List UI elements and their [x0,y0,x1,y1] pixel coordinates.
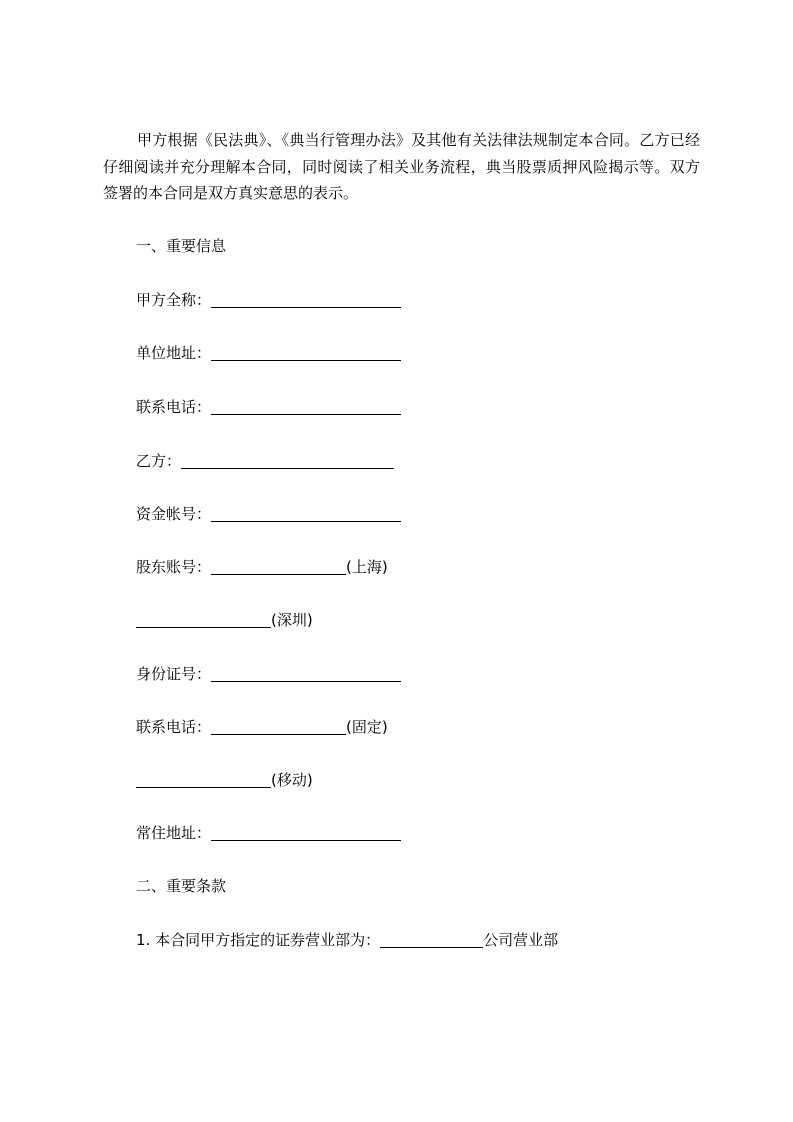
fund-account-row [136,503,401,525]
clause-1-row [136,929,558,951]
shareholder-account-shenzhen-blank[interactable] [136,610,271,628]
id-number-label: 身份证号： [136,665,212,683]
mobile-suffix: (移动) [271,771,313,789]
fund-account-label: 资金帐号： [136,505,212,523]
permanent-address-row [136,822,401,844]
clause-1-suffix: 公司营业部 [483,931,559,949]
section-heading-important-info: 一、重要信息 [136,237,227,255]
permanent-address-label: 常住地址： [136,824,212,842]
shareholder-account-shanghai-row [136,556,388,578]
party-b-phone-label: 联系电话： [136,718,212,736]
shenzhen-suffix: (深圳) [271,611,313,629]
intro-paragraph: 甲方根据《民法典》、《典当行管理办法》及其他有关法律法规制定本合同。乙方已经仔细阅读并充分理解本合同，同时阅读了相关业务流程，典当股票质押风险揭示等。双方签署的本合同是双方真实意思的表示。 [103,131,700,202]
id-number-row [136,663,401,685]
shareholder-account-shanghai-blank[interactable] [211,557,346,575]
permanent-address-blank[interactable] [211,823,401,841]
unit-address-label: 单位地址： [136,344,212,362]
party-b-landline-row [136,716,388,738]
unit-address-row [136,342,401,364]
party-b-row [136,450,394,472]
unit-address-blank[interactable] [211,343,401,361]
fund-account-blank[interactable] [211,504,401,522]
securities-branch-blank[interactable] [380,930,483,948]
party-a-phone-label: 联系电话： [136,398,212,416]
party-a-phone-blank[interactable] [211,397,401,415]
party-b-mobile-row [136,769,313,791]
party-a-name-label: 甲方全称： [136,291,212,309]
party-a-phone-row [136,396,401,418]
party-b-label: 乙方： [136,452,182,470]
mobile-blank[interactable] [136,770,271,788]
shareholder-account-label: 股东账号： [136,558,212,576]
party-a-name-row [136,289,401,311]
landline-blank[interactable] [211,717,346,735]
id-number-blank[interactable] [211,664,401,682]
party-a-name-blank[interactable] [211,290,401,308]
landline-suffix: (固定) [346,718,388,736]
party-b-blank[interactable] [181,451,394,469]
section-heading-important-terms: 二、重要条款 [136,877,227,895]
shareholder-account-shenzhen-row [136,609,313,631]
shanghai-suffix: (上海) [346,558,388,576]
clause-1-prefix: 1. 本合同甲方指定的证券营业部为： [136,931,381,949]
